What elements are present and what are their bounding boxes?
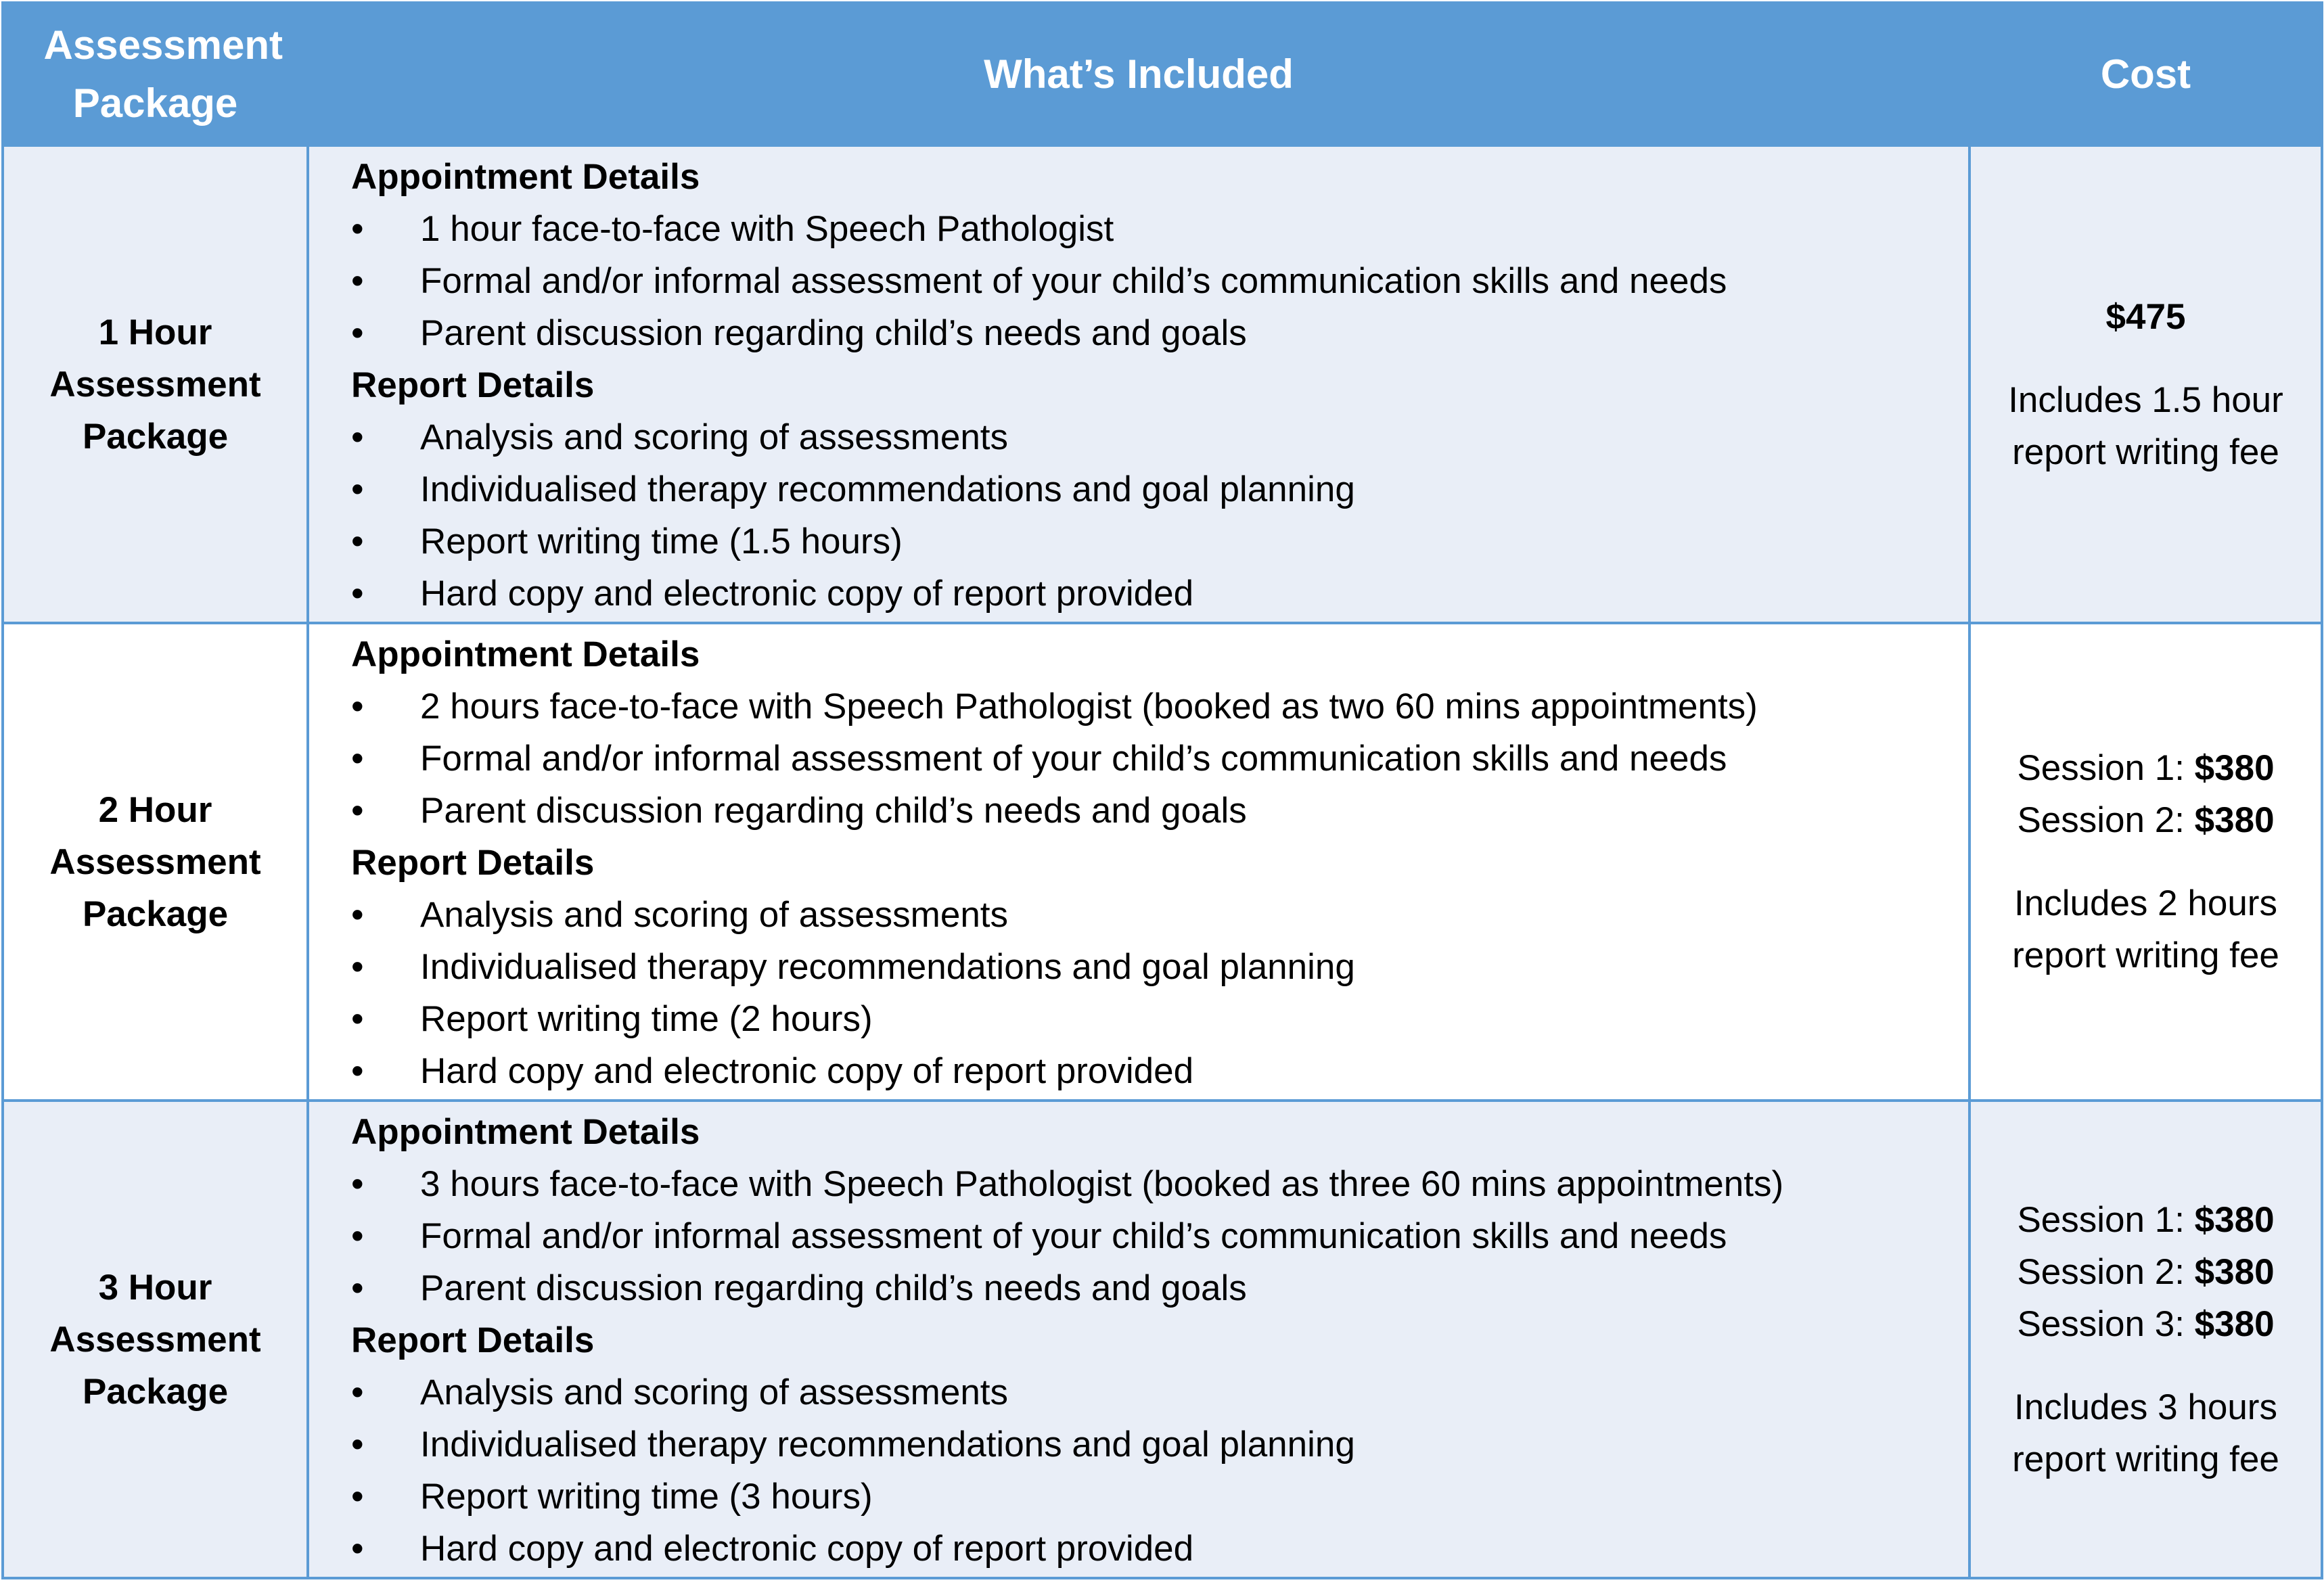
list-item <box>351 307 1967 359</box>
bullet-icon: • <box>351 1051 364 1091</box>
appointment-details-heading: Appointment Details <box>351 157 700 197</box>
list-item <box>351 515 1967 568</box>
session-label: Session 3: <box>2017 1303 2195 1344</box>
bullet-icon: • <box>351 417 364 457</box>
list-item <box>351 941 1967 993</box>
session-price <box>1972 794 2320 846</box>
bullet-icon: • <box>351 1372 364 1412</box>
bullet-icon: • <box>351 999 364 1039</box>
header-cost: Cost <box>1969 3 2322 145</box>
list-item-text: Parent discussion regarding child’s needs and goals <box>420 1268 1247 1308</box>
package-name-cell <box>3 1101 308 1578</box>
list-item <box>351 889 1967 941</box>
report-details-list <box>351 411 1967 620</box>
bullet-icon: • <box>351 313 364 353</box>
bullet-icon: • <box>351 739 364 779</box>
bullet-icon: • <box>351 791 364 831</box>
header-included: What’s Included <box>308 3 1969 145</box>
list-item <box>351 568 1967 620</box>
spacer <box>1972 846 2320 877</box>
package-name-line: Package <box>82 416 229 457</box>
package-name-line: 2 Hour <box>98 789 212 830</box>
list-item-text: Individualised therapy recommendations and goal planning <box>420 1425 1355 1464</box>
bullet-icon: • <box>351 522 364 561</box>
list-item <box>351 1210 1967 1262</box>
spacer <box>1972 1350 2320 1381</box>
appointment-details-heading: Appointment Details <box>351 634 700 674</box>
report-fee-note: Includes 3 hours <box>2014 1387 2277 1427</box>
list-item-text: Hard copy and electronic copy of report provided <box>420 574 1194 614</box>
session-amount: $380 <box>2194 1199 2275 1240</box>
list-item-text: Hard copy and electronic copy of report provided <box>420 1529 1194 1569</box>
list-item-text: 2 hours face-to-face with Speech Pathologist (booked as two 60 mins appointments) <box>420 687 1758 726</box>
bullet-icon: • <box>351 1268 364 1308</box>
list-item <box>351 733 1967 785</box>
appointment-details-list <box>351 1158 1967 1314</box>
bullet-icon: • <box>351 1164 364 1204</box>
list-item <box>351 1418 1967 1471</box>
list-item <box>351 1366 1967 1418</box>
list-item-text: Analysis and scoring of assessments <box>420 895 1009 935</box>
list-item <box>351 1045 1967 1097</box>
list-item <box>351 463 1967 515</box>
list-item-text: Formal and/or informal assessment of your child’s communication skills and needs <box>420 1216 1727 1256</box>
list-item-text: 3 hours face-to-face with Speech Pathologist (booked as three 60 mins appointments) <box>420 1164 1784 1204</box>
spacer <box>1972 343 2320 374</box>
package-row <box>3 145 2322 623</box>
package-row <box>3 1101 2322 1578</box>
assessment-pricing-table <box>1 1 2323 1579</box>
session-label: Session 2: <box>2017 1251 2195 1292</box>
bullet-icon: • <box>351 895 364 935</box>
appointment-details-list <box>351 203 1967 359</box>
list-item <box>351 680 1967 733</box>
list-item-text: Individualised therapy recommendations and goal planning <box>420 947 1355 987</box>
list-item-text: Report writing time (2 hours) <box>420 999 873 1039</box>
package-name-line: Assessment <box>49 364 261 405</box>
list-item <box>351 785 1967 837</box>
report-details-heading: Report Details <box>351 365 595 405</box>
list-item-text: Analysis and scoring of assessments <box>420 1372 1009 1412</box>
bullet-icon: • <box>351 947 364 987</box>
bullet-icon: • <box>351 209 364 249</box>
package-name-line: Assessment <box>49 1319 261 1360</box>
header-package-label: Assessment Package <box>43 22 283 126</box>
report-details-heading: Report Details <box>351 1320 595 1360</box>
session-label: Session 1: <box>2017 748 2195 788</box>
list-item <box>351 255 1967 307</box>
included-cell <box>308 1101 1969 1578</box>
bullet-icon: • <box>351 261 364 301</box>
session-price <box>1972 1298 2320 1350</box>
package-name-line: Package <box>82 894 229 934</box>
list-item-text: Hard copy and electronic copy of report provided <box>420 1051 1194 1091</box>
report-fee-note: report writing fee <box>2012 936 2279 975</box>
bullet-icon: • <box>351 1477 364 1517</box>
report-fee-note: Includes 1.5 hour <box>2008 379 2283 420</box>
session-label: Session 2: <box>2017 800 2195 840</box>
cost-cell <box>1969 1101 2322 1578</box>
bullet-icon: • <box>351 1425 364 1464</box>
list-item-text: Individualised therapy recommendations and goal planning <box>420 469 1355 509</box>
session-amount: $380 <box>2194 748 2275 788</box>
list-item-text: Report writing time (1.5 hours) <box>420 522 903 561</box>
list-item-text: 1 hour face-to-face with Speech Pathologist <box>420 209 1114 249</box>
report-details-heading: Report Details <box>351 843 595 883</box>
package-name-line: 3 Hour <box>98 1267 212 1308</box>
header-package <box>3 3 308 145</box>
list-item <box>351 1262 1967 1314</box>
package-row <box>3 623 2322 1101</box>
bullet-icon: • <box>351 1216 364 1256</box>
bullet-icon: • <box>351 687 364 726</box>
list-item <box>351 1158 1967 1210</box>
list-item <box>351 203 1967 255</box>
header-row <box>3 3 2322 145</box>
session-price <box>1972 1246 2320 1298</box>
package-name-line: Package <box>82 1371 229 1412</box>
list-item <box>351 993 1967 1045</box>
cost-cell <box>1969 623 2322 1101</box>
session-price <box>1972 742 2320 794</box>
list-item-text: Formal and/or informal assessment of your child’s communication skills and needs <box>420 739 1727 779</box>
package-name-cell <box>3 145 308 623</box>
bullet-icon: • <box>351 574 364 614</box>
list-item-text: Analysis and scoring of assessments <box>420 417 1009 457</box>
list-item-text: Formal and/or informal assessment of your child’s communication skills and needs <box>420 261 1727 301</box>
report-details-list <box>351 889 1967 1097</box>
session-amount: $380 <box>2194 800 2275 840</box>
session-amount: $380 <box>2194 1251 2275 1292</box>
report-fee-note: report writing fee <box>2012 432 2279 472</box>
list-item-text: Parent discussion regarding child’s needs and goals <box>420 313 1247 353</box>
list-item-text: Parent discussion regarding child’s needs and goals <box>420 791 1247 831</box>
package-name-line: 1 Hour <box>98 312 212 352</box>
package-name-cell <box>3 623 308 1101</box>
report-fee-note: report writing fee <box>2012 1439 2279 1479</box>
list-item-text: Report writing time (3 hours) <box>420 1477 873 1517</box>
price: $475 <box>2105 296 2186 337</box>
session-label: Session 1: <box>2017 1199 2195 1240</box>
bullet-icon: • <box>351 469 364 509</box>
list-item <box>351 1471 1967 1523</box>
included-cell <box>308 145 1969 623</box>
appointment-details-list <box>351 680 1967 837</box>
list-item <box>351 1523 1967 1575</box>
report-fee-note: Includes 2 hours <box>2014 883 2277 923</box>
included-cell <box>308 623 1969 1101</box>
session-amount: $380 <box>2194 1303 2275 1344</box>
session-price <box>1972 1194 2320 1246</box>
package-name-line: Assessment <box>49 841 261 882</box>
list-item <box>351 411 1967 463</box>
appointment-details-heading: Appointment Details <box>351 1112 700 1152</box>
bullet-icon: • <box>351 1529 364 1569</box>
cost-cell <box>1969 145 2322 623</box>
report-details-list <box>351 1366 1967 1575</box>
